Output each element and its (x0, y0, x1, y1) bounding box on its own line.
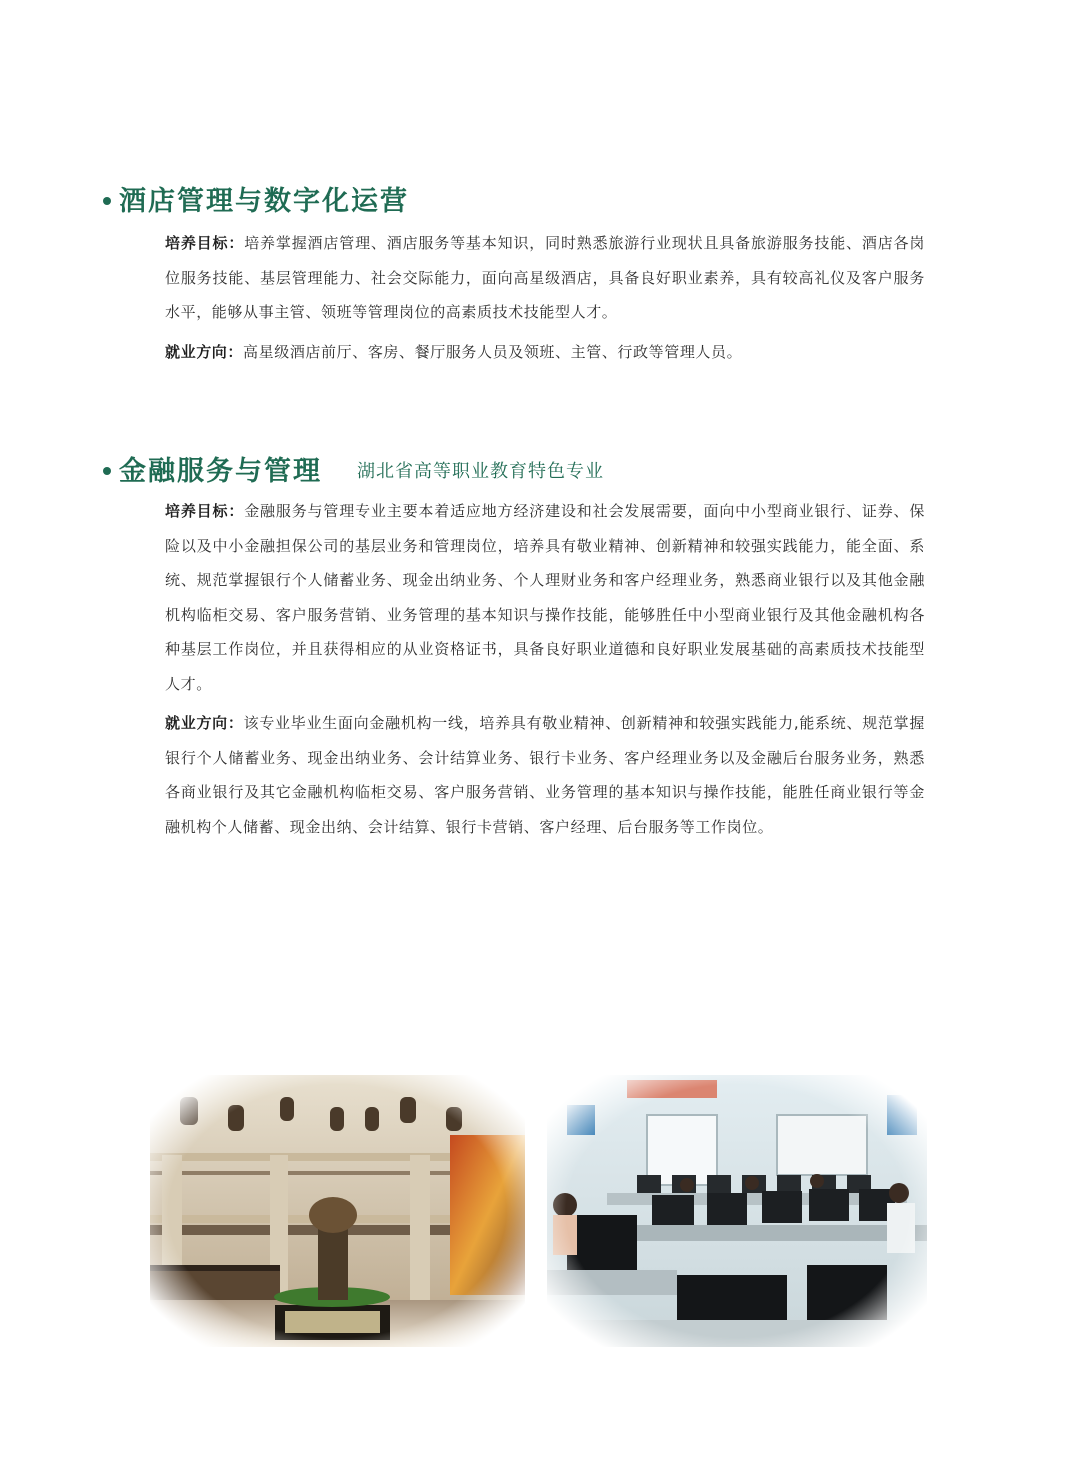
training-goal-paragraph (165, 494, 925, 701)
employment-paragraph (165, 335, 925, 370)
employment-label: 就业方向： (165, 343, 244, 361)
computer-lab-photo (547, 1075, 927, 1347)
training-goal-paragraph (165, 226, 925, 330)
section-tag: 湖北省高等职业教育特色专业 (357, 461, 604, 482)
section-heading (0, 178, 1080, 226)
section-heading (0, 448, 1080, 496)
training-goal-text: 培养掌握酒店管理、酒店服务等基本知识，同时熟悉旅游行业现状且具备旅游服务技能、酒店各岗位服务技能、基层管理能力、社会交际能力，面向高星级酒店，具备良好职业素养，具有较高礼仪及客户服务水平，能够从事主管、领班等管理岗位的高素质技术技能型人才。 (165, 234, 925, 321)
employment-text: 高星级酒店前厅、客房、餐厅服务人员及领班、主管、行政等管理人员。 (243, 343, 743, 361)
bullet-dot-icon (103, 197, 111, 205)
employment-paragraph (165, 706, 925, 844)
section-title: 金融服务与管理 (119, 456, 322, 487)
section-finance-service (0, 448, 1080, 836)
bullet-dot-icon (103, 467, 111, 475)
employment-label: 就业方向： (165, 714, 244, 732)
employment-text: 该专业毕业生面向金融机构一线，培养具有敬业精神、创新精神和较强实践能力,能系统、规范掌握银行个人储蓄业务、现金出纳业务、会计结算业务、银行卡业务、客户经理业务以及金融后台服务业务，熟悉各商业银行及其它金融机构临柜交易、客户服务营销、业务管理的基本知识与操作技能，能胜任商业银行等金融机构个人储蓄、现金出纳、会计结算、银行卡营销、客户经理、后台服务等工作岗位。 (165, 714, 925, 836)
training-goal-label: 培养目标： (165, 502, 245, 520)
training-goal-label: 培养目标： (165, 234, 245, 252)
training-goal-text: 金融服务与管理专业主要本着适应地方经济建设和社会发展需要，面向中小型商业银行、证券、保险以及中小金融担保公司的基层业务和管理岗位，培养具有敬业精神、创新精神和较强实践能力，能全面、系统、规范掌握银行个人储蓄业务、现金出纳业务、个人理财业务和客户经理业务，熟悉商业银行以及其他金融机构临柜交易、客户服务营销、业务管理的基本知识与操作技能，能够胜任中小型商业银行及其他金融机构各种基层工作岗位，并且获得相应的从业资格证书，具备良好职业道德和良好职业发展基础的高素质技术技能型人才。 (165, 502, 925, 693)
hotel-lobby-photo (150, 1075, 525, 1347)
section-title: 酒店管理与数字化运营 (119, 186, 409, 217)
section-hotel-management (0, 178, 1080, 361)
